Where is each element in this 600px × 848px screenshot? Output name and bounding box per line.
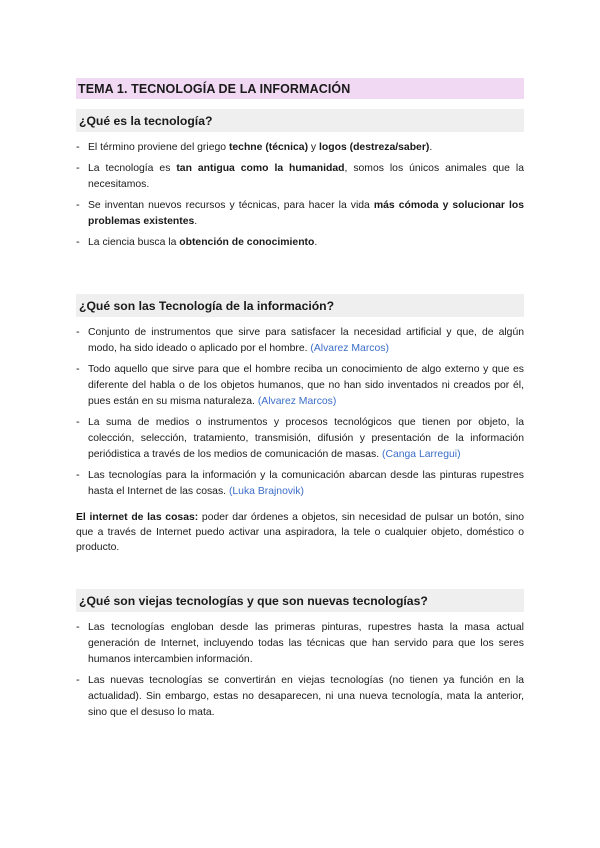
section-heading-viejas-nuevas-tecnologias: ¿Qué son viejas tecnologías y que son nuevas tecnologías?: [76, 589, 524, 612]
list-item: - La ciencia busca la obtención de conocimiento.: [76, 236, 318, 248]
list-item: - La tecnología es tan antigua como la humanidad, somos los únicos animales que la necesitamos.: [76, 162, 525, 190]
section2-list: [76, 325, 524, 500]
bullet-dash-icon: -: [76, 363, 80, 375]
bullet-dash-icon: -: [76, 416, 80, 428]
bullet-dash-icon: -: [76, 674, 80, 686]
bullet-dash-icon: -: [76, 162, 80, 174]
bullet-dash-icon: -: [76, 236, 80, 248]
section1-list: [76, 140, 524, 251]
section-heading-tecnologia-informacion: ¿Qué son las Tecnología de la información?: [76, 294, 524, 317]
document-title: TEMA 1. TECNOLOGÍA DE LA INFORMACIÓN: [76, 78, 524, 99]
list-item: - Las nuevas tecnologías se convertirán en viejas tecnologías (no tienen ya función en la actualidad). Sin embargo, estas no desaparecen, ni una nueva tecnología, mata la anterior, sino que el desuso lo mata.: [76, 674, 524, 718]
bullet-dash-icon: -: [76, 326, 80, 338]
citation: (Luka Brajnovik): [228, 486, 305, 497]
list-item: - La suma de medios o instrumentos y procesos tecnológicos que tienen por objeto, la colección, selección, tratamiento, transmisión, difusión y presentación de la información periódistica a través de los medios de comunicación de masas. (Canga Larregui): [76, 416, 524, 460]
list-item: - Conjunto de instrumentos que sirve para satisfacer la necesidad artificial y que, de algún modo, ha sido ideado o aplicado por el hombre. (Alvarez Marcos): [76, 326, 524, 354]
section-heading-que-es-tecnologia: ¿Qué es la tecnología?: [76, 109, 524, 132]
citation: (Canga Larregui): [381, 449, 461, 460]
bullet-dash-icon: -: [76, 199, 80, 211]
bullet-dash-icon: -: [76, 469, 80, 481]
internet-de-las-cosas-note: El internet de las cosas: poder dar órdenes a objetos, sin necesidad de pulsar un botón, sino que a través de Internet puedo activar una aspiradora, la tele o cualquier objeto, doméstico o producto.: [76, 512, 524, 553]
citation: (Alvarez Marcos): [257, 396, 337, 407]
bullet-dash-icon: -: [76, 621, 80, 633]
bullet-dash-icon: -: [76, 141, 80, 153]
list-item: - Las tecnologías engloban desde las primeras pinturas, rupestres hasta la masa actual generación de Internet, incluyendo todas las técnicas que han servido para que los seres humanos intercambien información.: [76, 621, 524, 665]
citation: (Alvarez Marcos): [310, 343, 389, 354]
list-item: - Todo aquello que sirve para que el hombre reciba un conocimiento de algo externo y que es diferente del habla o de los objetos humanos, que no han sido inventados ni creados por él, pues están en su misma naturaleza. (Alvarez Marcos): [76, 363, 524, 407]
list-item: - Las tecnologías para la información y la comunicación abarcan desde las pinturas rupestres hasta el Internet de las cosas. (Luka Brajnovik): [76, 469, 524, 497]
list-item: - Se inventan nuevos recursos y técnicas, para hacer la vida más cómoda y solucionar los problemas existentes.: [76, 199, 524, 227]
section3-list: [76, 620, 524, 721]
document-page: [76, 78, 524, 726]
list-item: - El término proviene del griego techne (técnica) y logos (destreza/saber).: [76, 141, 433, 153]
